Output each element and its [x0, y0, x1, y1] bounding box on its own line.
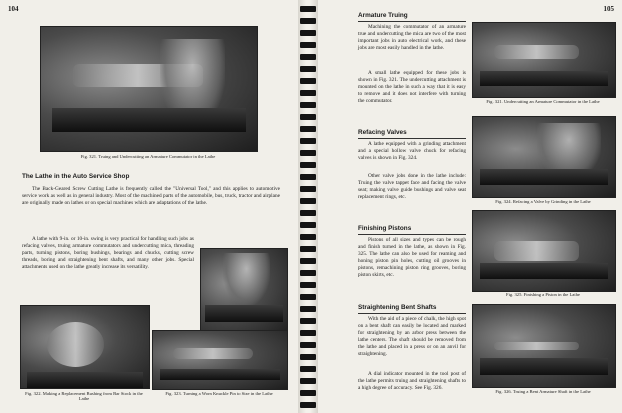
photo-undercutting: [472, 22, 616, 98]
caption-fig-321: Fig. 321. Undercutting an Armature Commutator in the Lathe: [486, 99, 600, 104]
paragraph-armature-2: A small lathe equipped for these jobs is shown in Fig. 321. The undercutting attachment is mounted on the lathe in such a way that it is easy to remove and it does not interfere with turning the commutator.: [358, 70, 466, 104]
heading-finishing-pistons: Finishing Pistons: [358, 225, 412, 232]
paragraph-intro: The Back-Geared Screw Cutting Lathe is frequently called the "Universal Tool," and this applies to automotive service work as well as in general industry. Most of the machined parts of the automobile, bus, truck, tractor and airplane are originally made on lathes or on special machines which are adaptations of the lathe.: [22, 186, 280, 206]
paragraph-uses: A lathe with 9-in. or 10-in. swing is very practical for handling such jobs as refacing valves, truing armature commutators and undercutting mica, threading parts, turning pistons, boring bushings, bearings and chucks, cutting screw threads, boring and straightening bent shafts, and many other jobs. Special attachments used on the lathe greatly increase its versatility.: [22, 236, 194, 270]
photo-chuck: [20, 305, 150, 389]
photo-piston: [472, 210, 616, 292]
caption-fig-324: Fig. 324. Refacing a Valve by Grinding in the Lathe: [495, 199, 591, 204]
paragraph-valves-2: Other valve jobs done in the lathe include: Truing the valve tappet face and facing the valve seat; making valve guide bushings and valve seat replacement rings, etc.: [358, 173, 466, 200]
left-page: [0, 0, 298, 413]
heading-refacing-valves: Refacing Valves: [358, 129, 407, 136]
caption-fig-325: Fig. 325. Finishing a Piston in the Lathe: [506, 292, 580, 297]
right-page: [318, 0, 622, 413]
caption-fig-322: Fig. 322. Making a Replacement Bushing from Bar Stock in the Lathe: [25, 391, 143, 402]
paragraph-shafts-1: With the aid of a piece of chalk, the high spot on a bent shaft can easily be located and marked for straightening by an arbor press between the lathe centers. The shaft should be removed from the lathe and placed in a press or on an anvil for straightening.: [358, 316, 466, 357]
page-number-left: 104: [8, 5, 19, 13]
paragraph-pistons: Pistons of all sizes and types can be rough and finish turned in the lathe, as shown in Fig. 325. The lathe can also be used for reaming and honing piston pin holes, cutting oil grooves in pistons, remachining piston ring grooves, boring piston skirts, etc.: [358, 237, 466, 278]
photo-lathe-commutator: [40, 26, 258, 152]
heading-straightening-shafts: Straightening Bent Shafts: [358, 304, 437, 311]
caption-fig-323: Fig. 323. Turning a Worn Knuckle Pin to Size in the Lathe: [165, 391, 273, 396]
photo-machinist: [200, 248, 288, 336]
photo-lathe-knuckle: [152, 330, 288, 390]
top-photo-caption: Fig. 321. Truing and Undercutting an Armature Commutator in the Lathe: [80, 154, 216, 159]
photo-bent-shaft: [472, 304, 616, 388]
heading-armature-truing: Armature Truing: [358, 12, 408, 19]
paragraph-armature-1: Machining the commutator of an armature true and undercutting the mica are two of the most important jobs in auto electrical work, and these jobs are most easily handled in the lathe.: [358, 24, 466, 51]
page-number-right: 105: [603, 5, 614, 13]
caption-fig-326: Fig. 326. Truing a Bent Armature Shaft in the Lathe: [495, 389, 591, 394]
photo-valve-grinding: [472, 116, 616, 198]
section-heading: The Lathe in the Auto Service Shop: [22, 173, 130, 180]
paragraph-shafts-2: A dial indicator mounted in the tool post of the lathe permits truing and straightening shafts to a high degree of accuracy. See Fig. 326.: [358, 371, 466, 391]
spiral-binding: [298, 0, 318, 413]
paragraph-valves-1: A lathe equipped with a grinding attachment and a special hollow valve chuck for refacing valves is shown in Fig. 324.: [358, 141, 466, 161]
